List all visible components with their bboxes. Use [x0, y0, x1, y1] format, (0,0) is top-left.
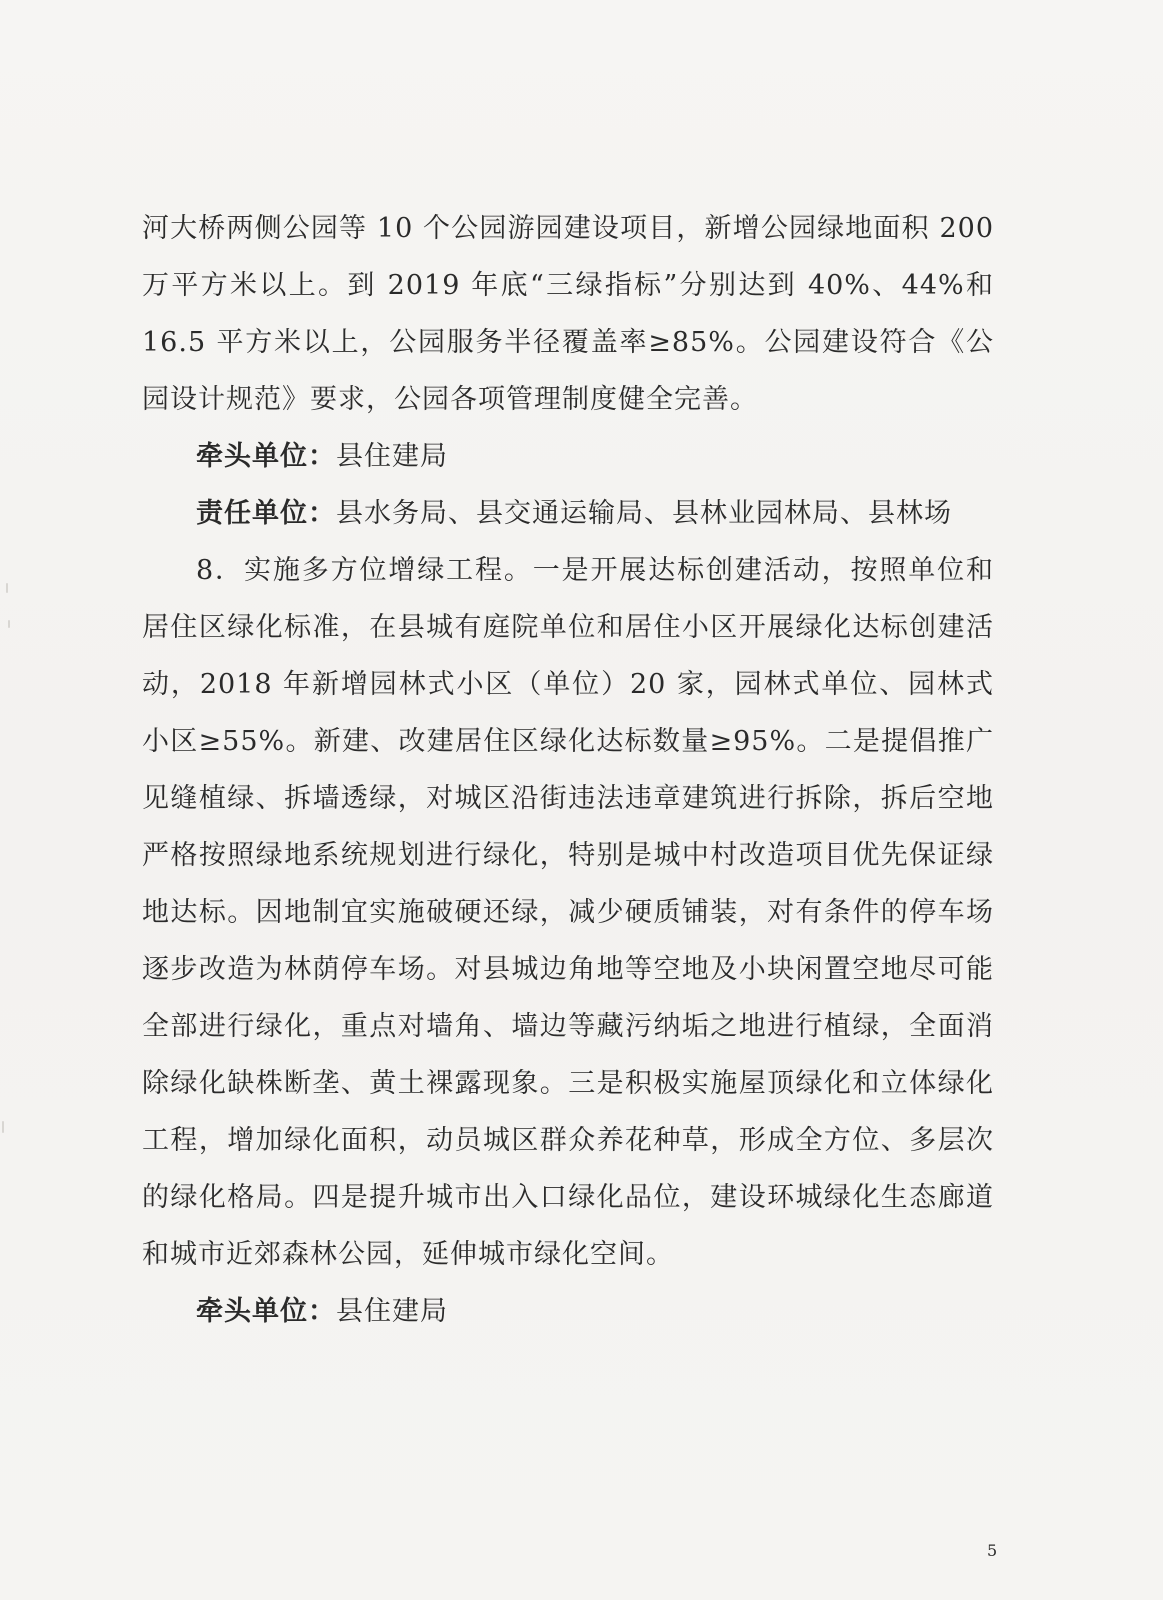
paragraph-greening-project: 8．实施多方位增绿工程。一是开展达标创建活动，按照单位和居住区绿化标准，在县城有庭院单位和居住小区开展绿化达标创建活动，2018 年新增园林式小区（单位）20 家，园林式单位、园林式小区≥55%。新建、改建居住区绿化达标数量≥95%。二是提倡推广见缝植绿、拆墙透绿，对城区沿街违法违章建筑进行拆除，拆后空地严格按照绿地系统规划进行绿化，特别是城中村改造项目优先保证绿地达标。因地制宜实施破硬还绿，减少硬质铺装，对有条件的停车场逐步改造为林荫停车场。对县城边角地等空地及小块闲置空地尽可能全部进行绿化，重点对墙角、墙边等藏污纳垢之地进行植绿，全面消除绿化缺株断垄、黄土裸露现象。三是积极实施屋顶绿化和立体绿化工程，增加绿化面积，动员城区群众养花种草，形成全方位、多层次的绿化格局。四是提升城市出入口绿化品位，建设环城绿化生态廊道和城市近郊森林公园，延伸城市绿化空间。: [142, 555, 994, 1270]
lead-unit-value-2: 县住建局: [336, 1296, 448, 1327]
lead-unit-label: 牵头单位：: [196, 441, 336, 472]
lead-unit-line-2: [142, 1283, 994, 1340]
paragraph-park-projects: 河大桥两侧公园等 10 个公园游园建设项目，新增公园绿地面积 200 万平方米以上。到 2019 年底“三绿指标”分别达到 40%、44%和 16.5 平方米以上，公园服务半径覆盖率≥85%。公园建设符合《公园设计规范》要求，公园各项管理制度健全完善。: [142, 213, 994, 415]
lead-unit-line: [142, 428, 994, 485]
page-number: 5: [987, 1541, 998, 1560]
responsible-unit-line: [142, 485, 994, 542]
lead-unit-label-2: 牵头单位：: [196, 1296, 336, 1327]
scan-mark: [6, 583, 8, 593]
responsible-unit-label: 责任单位：: [196, 498, 336, 529]
body-text: [142, 200, 994, 1340]
scan-mark: [2, 1121, 4, 1133]
responsible-unit-value: 县水务局、县交通运输局、县林业园林局、县林场: [336, 498, 952, 529]
lead-unit-value: 县住建局: [336, 441, 448, 472]
scan-mark: [8, 620, 10, 628]
